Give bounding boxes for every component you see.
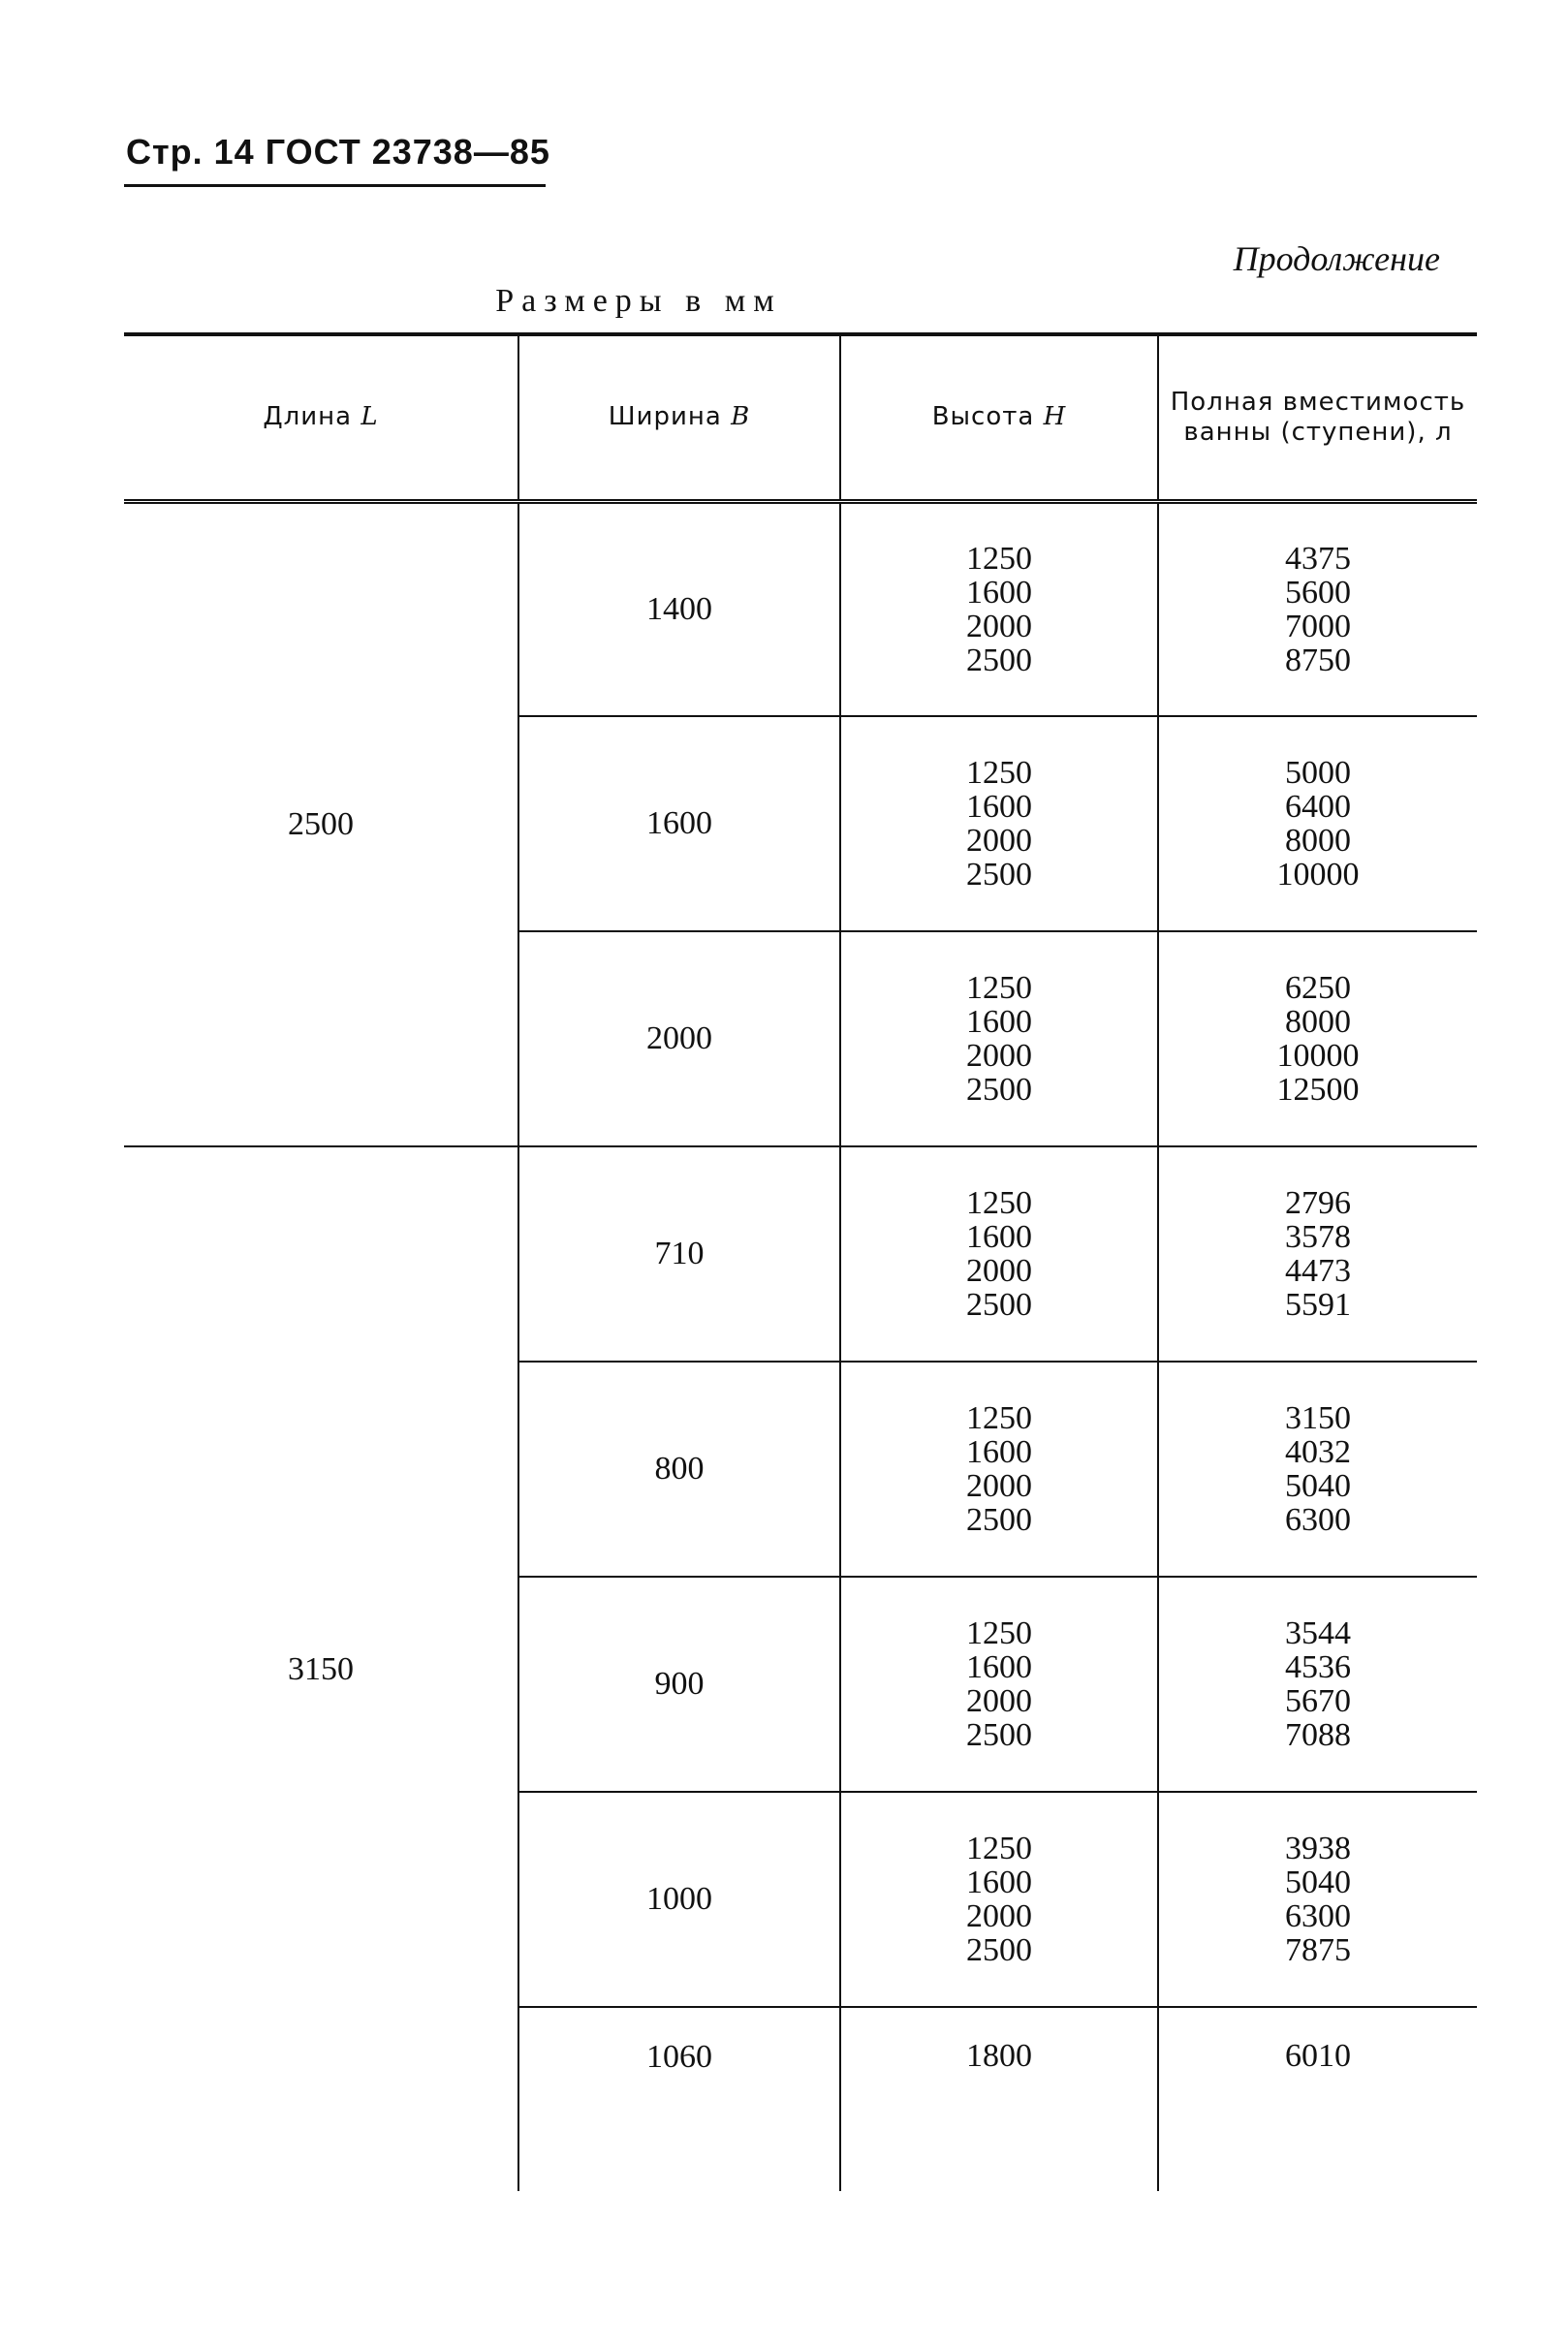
height-cell: 1250 1600 2000 2500 <box>840 1146 1158 1362</box>
volume-cell: 6250 8000 10000 12500 <box>1158 931 1477 1146</box>
volume-cell: 3938 5040 6300 7875 <box>1158 1792 1477 2007</box>
volume-cell: 2796 3578 4473 5591 <box>1158 1146 1477 1362</box>
header-length: Длина L <box>124 334 518 501</box>
width-cell: 900 <box>518 1577 840 1792</box>
height-cell: 1250 1600 2000 2500 <box>840 501 1158 716</box>
units-caption: Размеры в мм <box>495 283 782 319</box>
height-cell: 1250 1600 2000 2500 <box>840 1362 1158 1577</box>
width-cell: 1060 <box>518 2007 840 2191</box>
table-header-row <box>124 334 1477 501</box>
dimensions-table <box>124 332 1477 2191</box>
header-volume: Полная вместимость ванны (ступени), л <box>1158 334 1477 501</box>
width-cell: 1600 <box>518 716 840 931</box>
volume-cell: 3544 4536 5670 7088 <box>1158 1577 1477 1792</box>
page-number: Стр. 14 <box>126 132 255 172</box>
height-cell: 1250 1600 2000 2500 <box>840 716 1158 931</box>
standard-number: ГОСТ 23738—85 <box>265 132 550 172</box>
table-row <box>124 1146 1477 1362</box>
header-underline <box>124 184 546 187</box>
volume-cell: 5000 6400 8000 10000 <box>1158 716 1477 931</box>
width-cell: 1000 <box>518 1792 840 2007</box>
height-cell: 1250 1600 2000 2500 <box>840 931 1158 1146</box>
length-cell: 3150 <box>288 1650 354 1687</box>
continuation-label: Продолжение <box>1233 239 1440 278</box>
header-height: Высота H <box>840 334 1158 501</box>
volume-cell: 6010 <box>1158 2007 1477 2191</box>
width-cell: 800 <box>518 1362 840 1577</box>
page-header <box>126 132 550 172</box>
table-row <box>124 501 1477 716</box>
width-cell: 710 <box>518 1146 840 1362</box>
width-cell: 2000 <box>518 931 840 1146</box>
length-cell: 2500 <box>124 501 518 1146</box>
width-cell: 1400 <box>518 501 840 716</box>
height-cell: 1250 1600 2000 2500 <box>840 1577 1158 1792</box>
header-width: Ширина B <box>518 334 840 501</box>
volume-cell: 3150 4032 5040 6300 <box>1158 1362 1477 1577</box>
height-cell: 1800 <box>840 2007 1158 2191</box>
volume-cell: 4375 5600 7000 8750 <box>1158 501 1477 716</box>
height-cell: 1250 1600 2000 2500 <box>840 1792 1158 2007</box>
